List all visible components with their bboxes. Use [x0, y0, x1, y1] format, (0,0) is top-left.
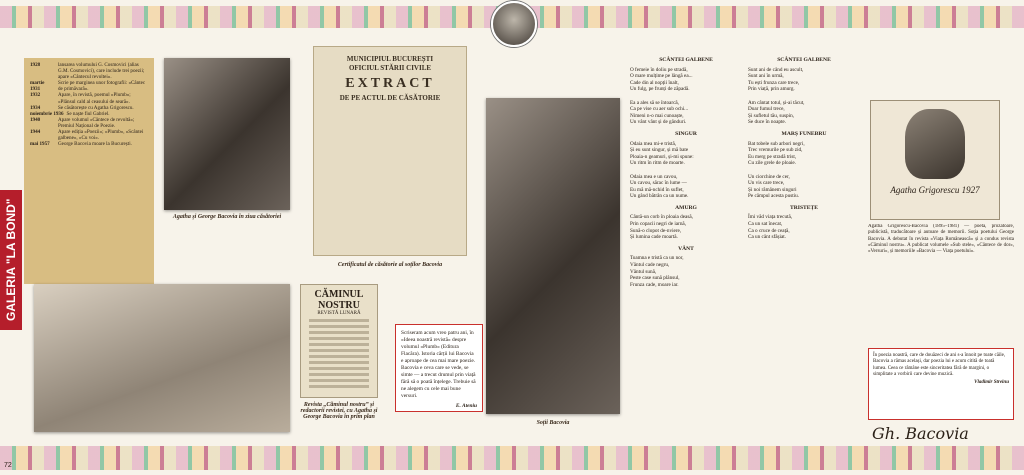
chronology-year: 1944: [30, 129, 41, 136]
poem-line: Ca pe vise cu aer sub ochi...: [630, 106, 689, 113]
portrait-medallion: [491, 1, 537, 47]
signature: Gh. Bacovia: [872, 424, 969, 443]
note-text: Scriseram acum vreo patru ani, în «Ideea noastră revistă» despre volumul «Plumb» (Editura Flacăra). Istoria cărții lui Bacovia e aproape de cea mai mare poezie. Bacovia e ceva care se vede, se simte — a trecut drumul prin viață fără să o poată înțelege. Trebuie să ne alegem cu cele mai bune versuri.: [401, 330, 476, 399]
magazine-cover: [300, 284, 378, 398]
chronology-panel: [24, 58, 154, 284]
poem-title: MARȘ FUNEBRU: [781, 130, 827, 137]
poem-title: VÂNT: [678, 245, 694, 252]
poem-line: Sunt ani în urmă,: [748, 73, 784, 80]
chronology-year: 1934: [30, 104, 41, 111]
poem-line: Eu mă mă-nchid în suflet,: [630, 186, 684, 193]
poem-line: Trec vremurile pe sub zid,: [748, 147, 803, 154]
poem-title: AMURG: [675, 204, 697, 211]
note-box: [395, 324, 483, 412]
chronology-text: Scrie pe marginea unor fotografii: «Cântec de primăvară».: [58, 80, 146, 93]
poem-line: O mare mulțime pe lângă ea...: [630, 73, 693, 80]
chronology-year: noiembrie 1936: [30, 110, 64, 117]
poem-body: [630, 141, 742, 200]
certificate-subtitle: DE PE ACTUL DE CĂSĂTORIE: [339, 94, 441, 102]
poem-line: O femeie în doliu pe stradă,: [630, 66, 688, 73]
chronology-year: 1940: [30, 116, 41, 123]
magazine-title: CĂMINUL NOSTRU: [314, 289, 364, 311]
poem-line: Odaia mea mi-e tristă,: [630, 140, 677, 147]
poems-column-2: [748, 52, 860, 444]
portrait-figure: [905, 109, 965, 179]
chronology-text: George Bacovia moare la București.: [58, 141, 132, 148]
poem-line: Un cavou, sărac în lume —: [630, 180, 687, 187]
poem-line: [630, 93, 742, 100]
poem-line: Vântul sună,: [630, 268, 657, 275]
marriage-certificate: [313, 46, 467, 256]
certificate-subheader: OFICIUL STĂRII CIVILE: [348, 64, 432, 72]
magazine-subtitle: REVISTĂ LUNARĂ: [317, 311, 361, 316]
poem-line: Cu zile grele de ploaie.: [748, 160, 796, 167]
poem-line: Nimeni n-o mai cunoaște,: [630, 112, 684, 119]
poem-line: Doar fumul trece,: [748, 106, 785, 113]
poem-line: Pe câmpul acesta pustiu.: [748, 193, 799, 200]
poem-line: Un ciorchine de cer,: [748, 173, 790, 180]
certificate-header: MUNICIPIUL BUCUREȘTI: [346, 55, 434, 63]
magazine-contents: [305, 319, 373, 388]
spouses-photo: [486, 98, 620, 414]
caption-spouses: Soții Bacovia: [536, 420, 570, 426]
poem-body: [630, 67, 742, 126]
poem-line: [630, 167, 742, 174]
poem-title: SCÂNTEI GALBENE: [659, 57, 713, 63]
poems-column-1: [630, 52, 742, 444]
poem-line: Un ritm în ritm de moarte.: [630, 160, 685, 167]
poem-title: SCÂNTEI GALBENE: [777, 57, 831, 63]
chronology-year: 1928: [30, 62, 41, 68]
poem-line: Sună-o clopot de-nviere,: [630, 227, 682, 234]
poem-line: Prin viață, prin amurg.: [748, 86, 795, 93]
poem-title: TRISTEȚE: [790, 204, 818, 211]
poem-body: [748, 67, 860, 126]
quote-author: Vladimir Streinu: [974, 380, 1009, 386]
editors-group-photo: [34, 284, 290, 432]
chronology-text: lansarea volumului G. Cosmovici (alias G.M. Cosmovici), care include trei poezii; apare «Cântecul revoltei».: [58, 62, 145, 81]
poem-line: Cântă-un corb în ploaia deasă,: [630, 214, 693, 221]
poem-line: Vântul cade negru,: [630, 262, 670, 269]
wedding-photo: [164, 58, 290, 210]
poem-line: Și noi rămânem singuri: [748, 186, 797, 193]
poem-line: Toamna e tristă ca un nor,: [630, 255, 684, 262]
poem-line: [748, 93, 860, 100]
poem-line: Eu merg pe stradă trist,: [748, 153, 797, 160]
poem-line: Îmi văd viața trecută,: [748, 214, 793, 221]
gallery-side-tab: GALERIA "LA BOND": [0, 190, 22, 330]
poem-body: [630, 255, 742, 288]
agatha-bio: Agatha Grigorescu-Bacovia (1895–1981) — poetă, prozatoare, publicistă, traducătoare și autoare de memorii. Soția poetului George Bacovia. A debutat în revista «Viața Românească» și a condus revista «Căminul nostru». A publicat volumele «Sub stele», «Cântece de dor», «Versuri», și memoriile «Bacovia — Viața poetului».: [868, 224, 1014, 255]
poem-line: Ploaia-n geamuri, și-mi spune:: [630, 153, 694, 160]
poem-line: Peste case sună plânsul,: [630, 275, 680, 282]
poem-line: Ea a ales să se întoarcă,: [630, 99, 679, 106]
decorative-bottom-band: [0, 446, 1024, 470]
chronology-year: martie 1931: [30, 80, 45, 93]
poem-line: Sunt ani de când eu ascult,: [748, 66, 804, 73]
poem-line: Un gând bătrân ca un nume.: [630, 193, 689, 200]
certificate-title: EXTRACT: [345, 76, 435, 91]
caption-certificate: Certificatul de căsătorie al soților Bacovia: [337, 262, 443, 268]
poem-body: [630, 214, 742, 240]
quote-text: În poezia noastră, care de douăzeci de ani s-a înnoit pe toate căile, Bacovia a rămas același, dar poezia lui e acum citită de toată lumea. Ceea ce rămâne este sinceritatea fără de margini, o simplitate a vorbirii care devine muzică.: [873, 353, 1006, 377]
poem-line: Un vânt vânt și de gânduri.: [630, 119, 687, 126]
poem-line: Un fulg, pe frunți de zăpadă.: [630, 86, 690, 93]
poem-line: Bat tobele sub arbori negri,: [748, 140, 805, 147]
poem-body: [748, 141, 860, 200]
poem-line: Frunza cade, moare iar.: [630, 281, 679, 288]
poem-line: Și lumina cade moartă.: [630, 234, 678, 241]
chronology-year: 1932: [30, 92, 41, 99]
poem-line: Un vis care trece,: [748, 180, 785, 187]
poem-line: Și sufletul tău, suspin,: [748, 112, 794, 119]
caption-wedding: Agatha și George Bacovia în ziua căsătoriei: [172, 214, 282, 220]
poem-line: Prin copacii negri de iarnă,: [630, 221, 687, 228]
chronology-text: Apare ediția «Poezii»; «Plumb», «Scântei galbene», «Cu voi».: [58, 129, 144, 142]
poem-line: Ca o cruce de ceață,: [748, 227, 790, 234]
note-author: E. Ateniu: [455, 403, 477, 409]
poem-line: Tu ești frunza care trece,: [748, 79, 800, 86]
poem-line: Ca un sat înecat,: [748, 221, 783, 228]
poem-line: Odaia mea e un cavou,: [630, 173, 678, 180]
chronology-text: Se căsătorește cu Agatha Grigorescu.: [58, 104, 134, 111]
page-number: 72: [4, 462, 12, 469]
chronology-text: Apare volumul «Cântece de revoltă»; Premiul Național de Poezie.: [58, 116, 135, 129]
agatha-portrait: [870, 100, 1000, 220]
chronology-text: Se naște fiul Gabriel.: [66, 110, 110, 117]
poem-line: Cade din al nopții înalt,: [630, 79, 679, 86]
poem-line: Am cântat totul, și-ai tăcut,: [748, 99, 805, 106]
poem-line: Ca un cânt sfâșiat.: [748, 234, 787, 241]
poem-line: Și eu sunt singur, și mă bate: [630, 147, 689, 154]
poem-body: [748, 214, 860, 240]
caption-magazine: Revista „Căminul nostru” și redactorii revistei, cu Agatha și George Bacovia în prim plan: [300, 402, 378, 420]
chronology-year: mai 1957: [30, 141, 50, 148]
poem-line: Se duce în noapte.: [748, 119, 787, 126]
portrait-inscription: Agatha Grigorescu 1927: [890, 185, 980, 195]
poem-title: SINGUR: [675, 130, 697, 137]
chronology-text: Apare, în revistă, poemul «Plumb»; «Plânsul cald al ceasului de seară».: [58, 92, 131, 105]
poem-line: [748, 167, 860, 174]
quote-box: [868, 348, 1014, 420]
